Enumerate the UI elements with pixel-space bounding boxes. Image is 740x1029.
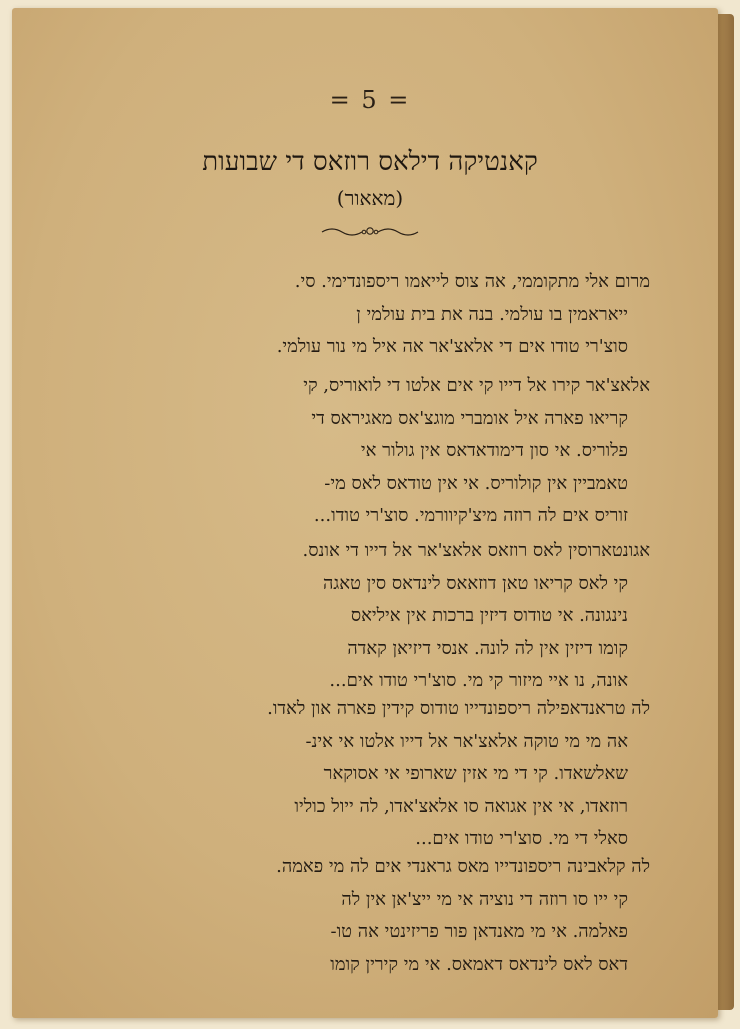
text-line: טאמביין אין קולוריס. אי אין טודאס לאס מי- xyxy=(324,472,628,494)
ornament-flourish xyxy=(320,221,420,241)
stanza-3 xyxy=(120,535,650,698)
text-line: קומו דיזין אין לה לונה. אנסי דיזיאן קאדה xyxy=(347,637,628,659)
stanza-5 xyxy=(120,851,650,981)
text-line: זוריס אים לה רוזה מיצ'קיוורמי. סוצ'רי טודו... xyxy=(313,505,628,526)
text-line: ייאראמין בו עולמי. בנה את בית עולמי ן xyxy=(356,303,628,325)
page-number: = 5 = xyxy=(329,86,411,114)
text-line: נינגונה. אי טודוס דיזין ברכות אין איליאס xyxy=(350,605,628,626)
text-line: סוצ'רי טודו אים די אלאצ'אר אה איל מי נור עולמי. xyxy=(276,336,628,357)
stanza-1 xyxy=(120,266,650,364)
page-subtitle: (מאאור) xyxy=(336,186,404,210)
text-line: מרום אלי מתקוממי, אה צוס לייאמו ריספונדימי. סי. xyxy=(294,271,650,292)
text-line: אלאצ'אר קירו אל דייו קי אים אלטו די לואוריס, קי xyxy=(303,375,650,396)
text-line: קי ייו סו רוזה די נוציה אי מי ייצ'אן אין לה xyxy=(341,888,628,910)
text-line: אונה, נו איי מיזור קי מי. סוצ'רי טודו אים... xyxy=(329,670,628,691)
text-line: קריאו פארה איל אומברי מוגצ'אס מאגיראס די xyxy=(311,407,628,429)
text-line: רוזאדו, אי אין אגואה סו אלאצ'אדו, לה ייול כוליו xyxy=(294,795,628,817)
stanza-2 xyxy=(120,370,650,533)
text-line: לה טראנדאפילה ריספונדייו טודוס קידין פארה און לאדו. xyxy=(267,698,650,719)
stanza-4 xyxy=(120,693,650,856)
text-line: אגונטארוסין לאס רוזאס אלאצ'אר אל דייו די אונס. xyxy=(302,540,650,561)
text-line: סאלי די מי. סוצ'רי טודו אים... xyxy=(415,828,628,849)
text-line: פאלמה. אי מי מאנדאן פור פריזינטי אה טו- xyxy=(330,921,628,942)
text-line: שאלשאדו. קי די מי אזין שארופי אי אסוקאר xyxy=(323,763,628,784)
page-title: קאנטיקה דילאס רוזאס די שבועות xyxy=(202,147,538,177)
text-line: לה קלאבינה ריספונדייו מאס גראנדי אים לה מי פאמה. xyxy=(276,856,650,877)
text-line: קי לאס קריאו טאן דוזאאס לינדאס סין טאגה xyxy=(322,572,628,594)
text-line: דאס לאס לינדאס דאמאס. אי מי קירין קומו xyxy=(330,953,628,975)
text-line: פלוריס. אי סון דימודאדאס אין גולור אי xyxy=(360,440,628,461)
text-line: אה מי מי טוקה אלאצ'אר אל דייו אלטו אי אינ- xyxy=(305,730,628,752)
